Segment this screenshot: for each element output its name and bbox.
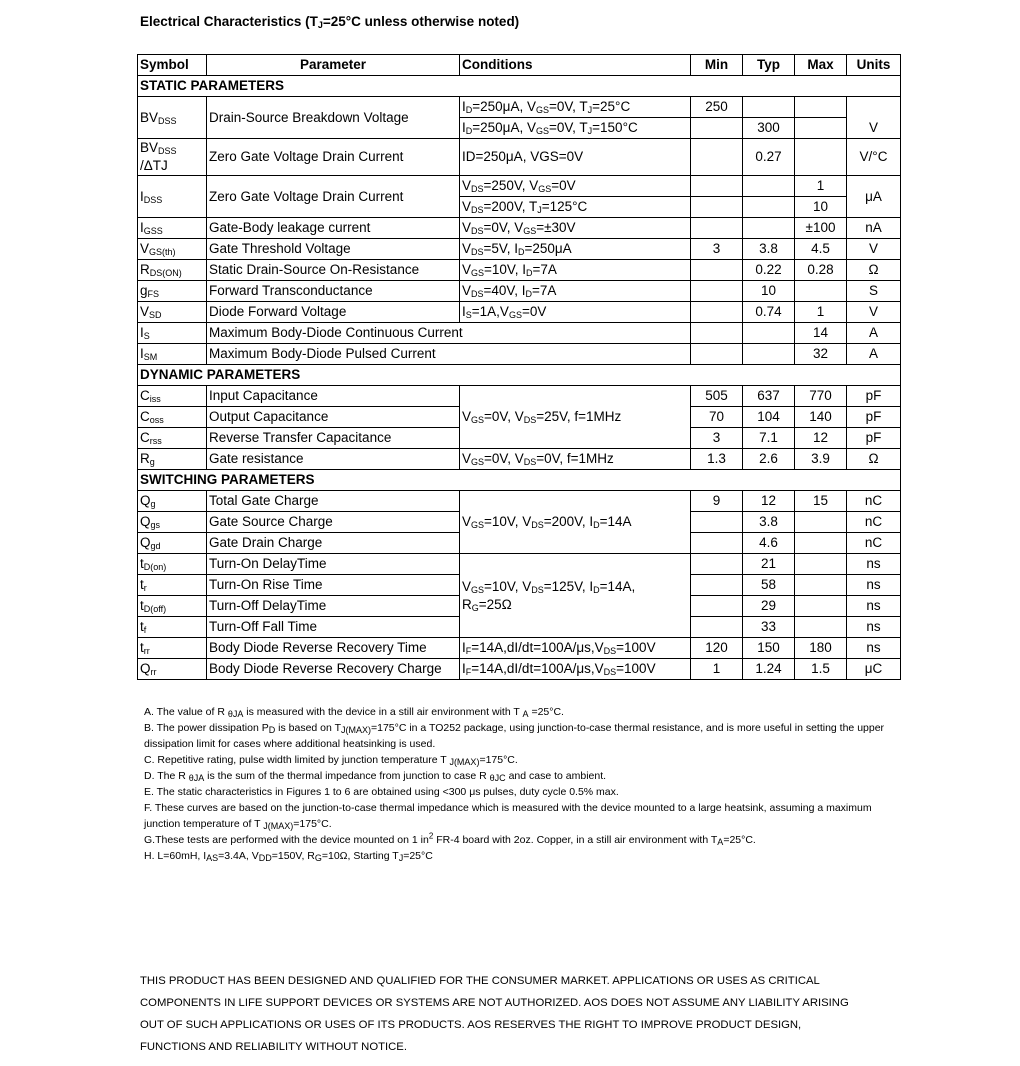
table-row: [138, 176, 901, 197]
symbol-cell: $C_{rss}$: [138, 428, 207, 449]
section-dynamic: DYNAMIC PARAMETERS: [138, 365, 901, 386]
min-cell: [691, 302, 743, 323]
min-cell: 9: [691, 491, 743, 512]
typ-cell: 0.22: [743, 260, 795, 281]
parameter-cell: Turn-Off Fall Time: [207, 617, 460, 638]
conditions-cell: $V_{DS}=250V$, $V_{GS}=0V$: [460, 176, 691, 197]
parameter-cell: Gate-Body leakage current: [207, 218, 460, 239]
units-cell: pF: [847, 407, 901, 428]
units-cell: Ω: [847, 260, 901, 281]
parameter-cell: Input Capacitance: [207, 386, 460, 407]
typ-cell: 7.1: [743, 428, 795, 449]
footnotes: [144, 704, 889, 864]
units-cell: pF: [847, 428, 901, 449]
min-cell: [691, 260, 743, 281]
units-cell: nC: [847, 491, 901, 512]
conditions-cell: $I_F=14A,dI/dt=100A/\mu s,V_{DS}=100V$: [460, 638, 691, 659]
max-cell: 4.5: [795, 239, 847, 260]
max-cell: 0.28: [795, 260, 847, 281]
table-row: [138, 386, 901, 407]
section-switching: SWITCHING PARAMETERS: [138, 470, 901, 491]
max-cell: 14: [795, 323, 847, 344]
units-cell: ns: [847, 554, 901, 575]
max-cell: [795, 533, 847, 554]
disclaimer-line: FUNCTIONS AND RELIABILITY WITHOUT NOTICE.: [140, 1041, 407, 1053]
units-cell: V: [847, 302, 901, 323]
typ-cell: [743, 323, 795, 344]
units-cell: Ω: [847, 449, 901, 470]
header-parameter: Parameter: [207, 55, 460, 76]
parameter-cell: Turn-Off DelayTime: [207, 596, 460, 617]
min-cell: [691, 176, 743, 197]
symbol-cell: $t_{rr}$: [138, 638, 207, 659]
symbol-cell: $V_{GS(th)}$: [138, 239, 207, 260]
typ-cell: 637: [743, 386, 795, 407]
max-cell: 15: [795, 491, 847, 512]
min-cell: 250: [691, 97, 743, 118]
min-cell: [691, 575, 743, 596]
typ-cell: [743, 176, 795, 197]
min-cell: [691, 139, 743, 176]
units-cell: ns: [847, 596, 901, 617]
max-cell: [795, 97, 847, 118]
units-cell: V: [847, 239, 901, 260]
parameter-cell: Static Drain-Source On-Resistance: [207, 260, 460, 281]
max-cell: 1.5: [795, 659, 847, 680]
symbol-cell: $Q_{gs}$: [138, 512, 207, 533]
conditions-cell: $I_F=14A,dI/dt=100A/\mu s,V_{DS}=100V$: [460, 659, 691, 680]
parameter-cell: Gate Drain Charge: [207, 533, 460, 554]
min-cell: 70: [691, 407, 743, 428]
symbol-cell: $C_{oss}$: [138, 407, 207, 428]
max-cell: [795, 139, 847, 176]
symbol-cell: $t_r$: [138, 575, 207, 596]
min-cell: 1.3: [691, 449, 743, 470]
disclaimer-line: OUT OF SUCH APPLICATIONS OR USES OF ITS PRODUCTS. AOS RESERVES THE RIGHT TO IMPROVE PRODUCT DESIGN,: [140, 1019, 802, 1031]
note-e: E. The static characteristics in Figures 1 to 6 are obtained using <300 μs pulses, duty cycle 0.5% max.: [144, 786, 619, 798]
min-cell: [691, 344, 743, 365]
typ-cell: [743, 197, 795, 218]
units-cell: A: [847, 323, 901, 344]
table-header-row: [138, 55, 901, 76]
parameter-cell: Forward Transconductance: [207, 281, 460, 302]
units-cell: nC: [847, 512, 901, 533]
table-row: [138, 260, 901, 281]
max-cell: 32: [795, 344, 847, 365]
max-cell: 770: [795, 386, 847, 407]
max-cell: 140: [795, 407, 847, 428]
note-h: H. L=60mH, $I_{AS}=3.4A$, $V_{DD}=150V$, $R_G=10\Omega$, Starting $T_J=25^\circ C$: [144, 850, 433, 863]
min-cell: [691, 281, 743, 302]
conditions-cell: $V_{GS}=10V$, $I_D=7A$: [460, 260, 691, 281]
conditions-cell: $V_{DS}=40V$, $I_D=7A$: [460, 281, 691, 302]
table-row: [138, 97, 901, 118]
typ-cell: 104: [743, 407, 795, 428]
parameter-cell: Turn-On DelayTime: [207, 554, 460, 575]
units-cell: V/°C: [847, 139, 901, 176]
parameter-cell: Maximum Body-Diode Continuous Current: [207, 323, 691, 344]
disclaimer-line: COMPONENTS IN LIFE SUPPORT DEVICES OR SYSTEMS ARE NOT AUTHORIZED. AOS DOES NOT ASSUME ANY LIABILITY ARISING: [140, 997, 849, 1009]
max-cell: [795, 596, 847, 617]
typ-cell: 3.8: [743, 512, 795, 533]
max-cell: 1: [795, 302, 847, 323]
symbol-cell: $I_{DSS}$: [138, 176, 207, 218]
note-g: G.These tests are performed with the device mounted on 1 $in^2$ FR-4 board with 2oz. Copper, in a still air environment with $T_A=25^\circ C$.: [144, 831, 756, 847]
conditions-cell: $V_{GS}=0V$, $V_{DS}=25V$, f=1MHz: [460, 386, 691, 449]
table-row: [138, 491, 901, 512]
min-cell: 505: [691, 386, 743, 407]
conditions-cell: $V_{DS}=0V$, $V_{GS}=\pm 30V$: [460, 218, 691, 239]
units-cell: S: [847, 281, 901, 302]
units-cell: V: [847, 97, 901, 139]
min-cell: 120: [691, 638, 743, 659]
units-cell: A: [847, 344, 901, 365]
conditions-cell: $I_S=1A,V_{GS}=0V$: [460, 302, 691, 323]
table-row: [138, 659, 901, 680]
units-cell: μA: [847, 176, 901, 218]
max-cell: 180: [795, 638, 847, 659]
max-cell: 10: [795, 197, 847, 218]
table-row: [138, 302, 901, 323]
max-cell: [795, 118, 847, 139]
min-cell: [691, 218, 743, 239]
symbol-cell: $R_g$: [138, 449, 207, 470]
parameter-cell: Zero Gate Voltage Drain Current: [207, 176, 460, 218]
min-cell: [691, 197, 743, 218]
typ-cell: 3.8: [743, 239, 795, 260]
note-c: C. Repetitive rating, pulse width limited by junction temperature T $_{J(MAX)}$=175°C.: [144, 754, 518, 767]
disclaimer-line: THIS PRODUCT HAS BEEN DESIGNED AND QUALIFIED FOR THE CONSUMER MARKET. APPLICATIONS OR USES AS CRITICAL: [140, 975, 820, 987]
note-a: A. The value of R $_{\theta JA}$ is measured with the device in a still air environment with T $_A$ =25°C.: [144, 706, 564, 719]
max-cell: [795, 575, 847, 596]
min-cell: [691, 596, 743, 617]
typ-cell: 0.27: [743, 139, 795, 176]
parameter-cell: Gate Source Charge: [207, 512, 460, 533]
parameter-cell: Gate Threshold Voltage: [207, 239, 460, 260]
conditions-cell: $V_{DS}=5V$, $I_D=250\mu A$: [460, 239, 691, 260]
symbol-cell: $BV_{DSS}$ /ΔTJ: [138, 139, 207, 176]
symbol-cell: $Q_g$: [138, 491, 207, 512]
units-cell: ns: [847, 617, 901, 638]
symbol-cell: $t_{D(on)}$: [138, 554, 207, 575]
max-cell: 1: [795, 176, 847, 197]
symbol-cell: $V_{SD}$: [138, 302, 207, 323]
section-row: [138, 470, 901, 491]
symbol-cell: $t_f$: [138, 617, 207, 638]
symbol-cell: $Q_{rr}$: [138, 659, 207, 680]
typ-cell: 300: [743, 118, 795, 139]
typ-cell: 4.6: [743, 533, 795, 554]
header-max: Max: [795, 55, 847, 76]
max-cell: [795, 281, 847, 302]
conditions-cell: $V_{GS}=10V$, $V_{DS}=125V$, $I_D=14A$, $R_G=25\Omega$: [460, 554, 691, 638]
min-cell: [691, 533, 743, 554]
table-row: [138, 239, 901, 260]
section-row: [138, 76, 901, 97]
max-cell: 12: [795, 428, 847, 449]
note-b: B. The power dissipation $P_D$ is based on $T_{J(MAX)}=175^\circ C$ in a TO252 package, using junction-to-case thermal resistance, and is more useful in setting the upper dissipation limit for cases where additional heatsinking is used.: [144, 722, 885, 750]
section-row: [138, 365, 901, 386]
typ-cell: 29: [743, 596, 795, 617]
symbol-cell: $BV_{DSS}$: [138, 97, 207, 139]
parameter-cell: Total Gate Charge: [207, 491, 460, 512]
units-cell: ns: [847, 575, 901, 596]
parameter-cell: Drain-Source Breakdown Voltage: [207, 97, 460, 139]
typ-cell: 0.74: [743, 302, 795, 323]
units-cell: μC: [847, 659, 901, 680]
parameter-cell: Output Capacitance: [207, 407, 460, 428]
conditions-cell: $V_{GS}=0V$, $V_{DS}=0V$, f=1MHz: [460, 449, 691, 470]
symbol-cell: $I_{GSS}$: [138, 218, 207, 239]
parameter-cell: Maximum Body-Diode Pulsed Current: [207, 344, 691, 365]
symbol-cell: $I_{SM}$: [138, 344, 207, 365]
header-typ: Typ: [743, 55, 795, 76]
units-cell: pF: [847, 386, 901, 407]
disclaimer: [140, 970, 900, 1058]
parameter-cell: Diode Forward Voltage: [207, 302, 460, 323]
typ-cell: [743, 97, 795, 118]
typ-cell: [743, 218, 795, 239]
min-cell: [691, 617, 743, 638]
conditions-cell: $V_{DS}=200V$, $T_J=125^\circ C$: [460, 197, 691, 218]
table-row: [138, 449, 901, 470]
min-cell: 3: [691, 239, 743, 260]
max-cell: 3.9: [795, 449, 847, 470]
table-row: [138, 554, 901, 575]
header-conditions: Conditions: [460, 55, 691, 76]
conditions-cell: $V_{GS}=10V$, $V_{DS}=200V$, $I_D=14A$: [460, 491, 691, 554]
typ-cell: 150: [743, 638, 795, 659]
parameter-cell: Body Diode Reverse Recovery Charge: [207, 659, 460, 680]
typ-cell: 12: [743, 491, 795, 512]
typ-cell: 33: [743, 617, 795, 638]
max-cell: [795, 554, 847, 575]
units-cell: nC: [847, 533, 901, 554]
table-row: [138, 281, 901, 302]
table-row: [138, 139, 901, 176]
min-cell: [691, 554, 743, 575]
typ-cell: 2.6: [743, 449, 795, 470]
max-cell: ±100: [795, 218, 847, 239]
table-row: [138, 638, 901, 659]
parameter-cell: Reverse Transfer Capacitance: [207, 428, 460, 449]
electrical-characteristics-table: [137, 54, 901, 680]
page-title: Electrical Characteristics ($T_J=25^\circ C$ unless otherwise noted): [140, 14, 520, 30]
conditions-cell: $I_D=250\mu A$, $V_{GS}=0V$, $T_J=25^\circ C$: [460, 97, 691, 118]
parameter-cell: Gate resistance: [207, 449, 460, 470]
min-cell: [691, 118, 743, 139]
units-cell: nA: [847, 218, 901, 239]
header-symbol: Symbol: [138, 55, 207, 76]
max-cell: [795, 617, 847, 638]
symbol-cell: $I_S$: [138, 323, 207, 344]
header-min: Min: [691, 55, 743, 76]
parameter-cell: Turn-On Rise Time: [207, 575, 460, 596]
parameter-cell: Body Diode Reverse Recovery Time: [207, 638, 460, 659]
min-cell: [691, 323, 743, 344]
typ-cell: 58: [743, 575, 795, 596]
symbol-cell: $R_{DS(ON)}$: [138, 260, 207, 281]
typ-cell: [743, 344, 795, 365]
min-cell: 1: [691, 659, 743, 680]
symbol-cell: $g_{FS}$: [138, 281, 207, 302]
conditions-cell: $I_D=250\mu A$, $V_{GS}=0V$, $T_J=150^\circ C$: [460, 118, 691, 139]
table-row: [138, 218, 901, 239]
max-cell: [795, 512, 847, 533]
symbol-cell: $t_{D(off)}$: [138, 596, 207, 617]
symbol-cell: $C_{iss}$: [138, 386, 207, 407]
min-cell: [691, 512, 743, 533]
header-units: Units: [847, 55, 901, 76]
table-row: [138, 323, 901, 344]
note-f: F. These curves are based on the junction-to-case thermal impedance which is measured with the device mounted to a large heatsink, assuming a maximum junction temperature of T $_{J(MAX)}$=175°C.: [144, 802, 872, 831]
parameter-cell: Zero Gate Voltage Drain Current: [207, 139, 460, 176]
section-static: STATIC PARAMETERS: [138, 76, 901, 97]
conditions-cell: ID=250μA, VGS=0V: [460, 139, 691, 176]
typ-cell: 10: [743, 281, 795, 302]
table-row: [138, 344, 901, 365]
symbol-cell: $Q_{gd}$: [138, 533, 207, 554]
note-d: D. The R $_{\theta JA}$ is the sum of the thermal impedance from junction to case R $_{\theta JC}$ and case to ambient.: [144, 770, 607, 783]
min-cell: 3: [691, 428, 743, 449]
typ-cell: 21: [743, 554, 795, 575]
typ-cell: 1.24: [743, 659, 795, 680]
units-cell: ns: [847, 638, 901, 659]
